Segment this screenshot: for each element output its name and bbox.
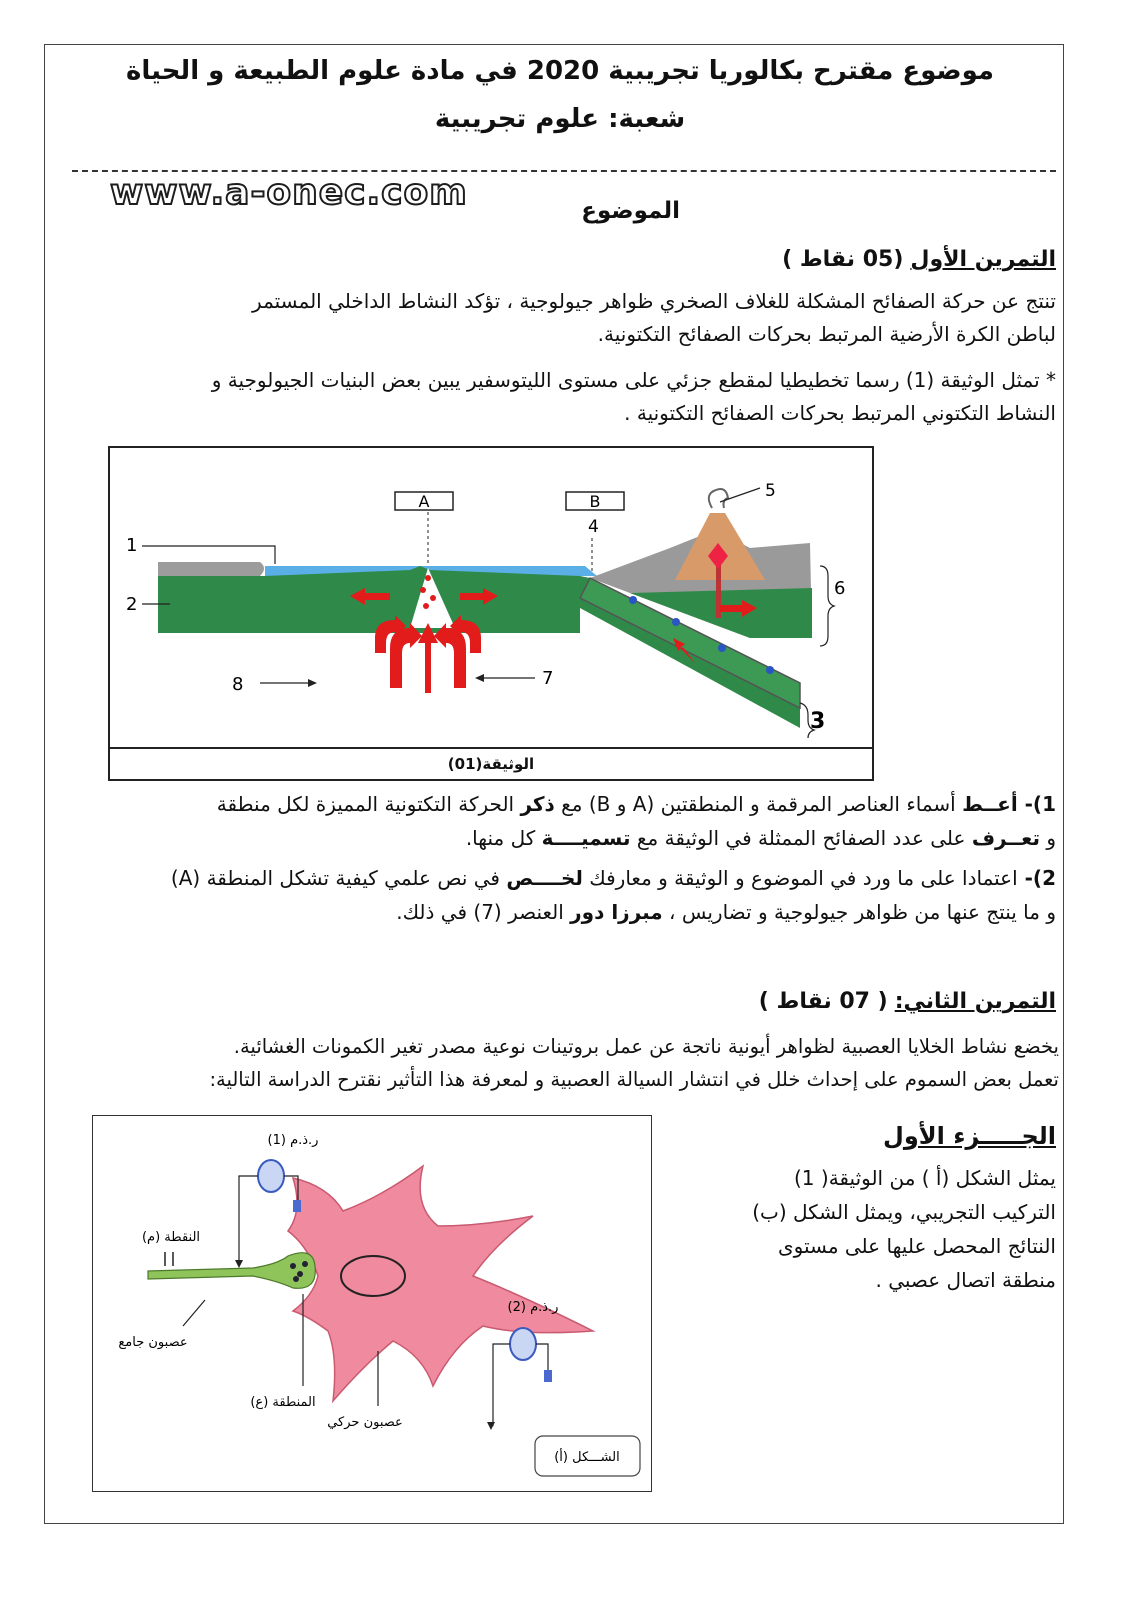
- exercise1-doc-desc-1: * تمثل الوثيقة (1) رسما تخطيطيا لمقطع جزئي على مستوى الليتوسفير يبين بعض البنيات الجيولوجية و: [211, 368, 1056, 392]
- point-m-label: النقطة (م): [141, 1230, 201, 1245]
- exercise2-title: التمرين الثاني:: [894, 989, 1056, 1014]
- zone-b-label: B: [589, 492, 601, 511]
- exercise1-doc-desc-2: النشاط التكتوني المرتبط بحركات الصفائح التكتونية .: [624, 401, 1056, 425]
- oscilloscope-1: [239, 1160, 301, 1264]
- question2-line1: [171, 862, 1056, 895]
- zone-a-label: A: [418, 492, 430, 511]
- motor-neuron-label: عصبون حركي: [327, 1415, 403, 1430]
- q1-text-d: على عدد الصفائح الممثلة في الوثيقة مع: [630, 826, 972, 850]
- subject-label: الموضوع: [581, 198, 680, 224]
- q1-verb-identify: تعــرف: [971, 826, 1040, 850]
- exercise2-points: ( 07 نقاط ): [758, 989, 888, 1014]
- document-neuron-figure: [92, 1115, 652, 1492]
- continental-crust-left: [158, 562, 264, 576]
- stimulation-arrows: [165, 1252, 173, 1266]
- document1-figure: [108, 446, 874, 781]
- q2-verb-summarize: لخــــص: [506, 866, 583, 890]
- electrode1-tip: [235, 1260, 243, 1268]
- figure-a-label: الشـــكل (أ): [554, 1450, 620, 1465]
- volcanic-plume: [709, 489, 728, 508]
- exercise1-intro-2: لباطن الكرة الأرضية المرتبط بحركات الصفائح التكتونية.: [597, 322, 1056, 346]
- part1-text-4: منطقة اتصال عصبي .: [875, 1268, 1056, 1292]
- exam-stream: شعبة: علوم تجريبية: [434, 104, 686, 134]
- label-7: 7: [542, 668, 554, 689]
- question2-line2: [396, 896, 1056, 929]
- electrode2-tip: [487, 1422, 495, 1430]
- question1-line1: [217, 788, 1056, 821]
- osc1-label: ر.ذ.م (1): [267, 1133, 319, 1148]
- q1-number: 1)-: [1017, 792, 1056, 816]
- q2-text-d: العنصر (7) في ذلك.: [396, 900, 571, 924]
- q1-verb-give: أعــط: [962, 792, 1018, 816]
- q1-text-a: أسماء العناصر المرقمة و المنطقتين (A و B) مع: [554, 792, 963, 816]
- exercise2-heading: [759, 985, 1056, 1018]
- sensory-neuron-label: عصبون جامع: [118, 1335, 188, 1350]
- q1-verb-name: تسميــــة: [541, 826, 631, 850]
- label-3: 3: [810, 709, 826, 734]
- q2-verb-highlight: مبرزا دور: [570, 900, 663, 924]
- q2-text-a: اعتمادا على ما ورد في الموضوع و الوثيقة و معارفك: [582, 866, 1018, 890]
- exercise2-intro-2: تعمل بعض السموم على إحداث خلل في انتشار السيالة العصبية و لمعرفة هذا التأثير نقترح الدراسة التالية:: [209, 1068, 1059, 1091]
- part1-heading: الجـــــزء الأول: [883, 1122, 1056, 1150]
- q1-verb-mention: ذكر: [520, 792, 555, 816]
- part1-text-2: التركيب التجريبي، ويمثل الشكل (ب): [752, 1200, 1056, 1224]
- label-4: 4: [588, 517, 599, 537]
- exercise1-heading: [782, 243, 1056, 276]
- exercise1-points: (05 نقاط ): [782, 247, 904, 272]
- zone-e-label: المنطقة (ع): [250, 1395, 316, 1410]
- watermark-logo: www.a-onec.com: [110, 172, 468, 213]
- exercise2-intro-1: يخضع نشاط الخلايا العصبية لظواهر أيونية ناتجة عن عمل بروتينات نوعية مصدر تغير الكمونات الغشائية.: [233, 1035, 1059, 1058]
- q2-text-b: في نص علمي كيفية تشكل المنطقة (A): [170, 866, 507, 890]
- q1-text-c: و: [1039, 826, 1056, 850]
- exam-title: موضوع مقترح بكالوريا تجريبية 2020 في مادة علوم الطبيعة و الحياة: [125, 56, 995, 86]
- label-8: 8: [232, 674, 244, 695]
- q2-text-c: و ما ينتج عنها من ظواهر جيولوجية و تضاريس ،: [662, 900, 1056, 924]
- label-2: 2: [126, 594, 138, 615]
- oscilloscope-2: [493, 1328, 552, 1426]
- lithosphere-section-diagram: [110, 448, 868, 745]
- q1-text-b: الحركة التكتونية المميزة لكل منطقة: [216, 792, 521, 816]
- arrow8-head: [308, 679, 317, 687]
- exercise1-intro-1: تنتج عن حركة الصفائح المشكلة للغلاف الصخري ظواهر جيولوجية ، تؤكد النشاط الداخلي المستمر: [252, 289, 1056, 313]
- label-5: 5: [765, 481, 776, 501]
- question1-line2: [466, 822, 1056, 855]
- document1-caption: الوثيقة(01): [110, 747, 872, 779]
- q1-text-e: كل منها.: [465, 826, 542, 850]
- motor-neuron-body: [288, 1166, 593, 1401]
- label-6: 6: [834, 578, 846, 599]
- part1-text-3: النتائج المحصل عليها على مستوى: [777, 1234, 1056, 1258]
- label-1: 1: [126, 535, 138, 556]
- arrow7-head: [475, 674, 484, 682]
- part1-text-1: يمثل الشكل (أ ) من الوثيقة( 1): [793, 1166, 1056, 1190]
- exercise1-title: التمرين الأول: [910, 247, 1056, 272]
- osc2-label: ر.ذ.م (2): [507, 1300, 559, 1315]
- q2-number: 2)-: [1017, 866, 1056, 890]
- neuron-setup-diagram: [93, 1116, 649, 1489]
